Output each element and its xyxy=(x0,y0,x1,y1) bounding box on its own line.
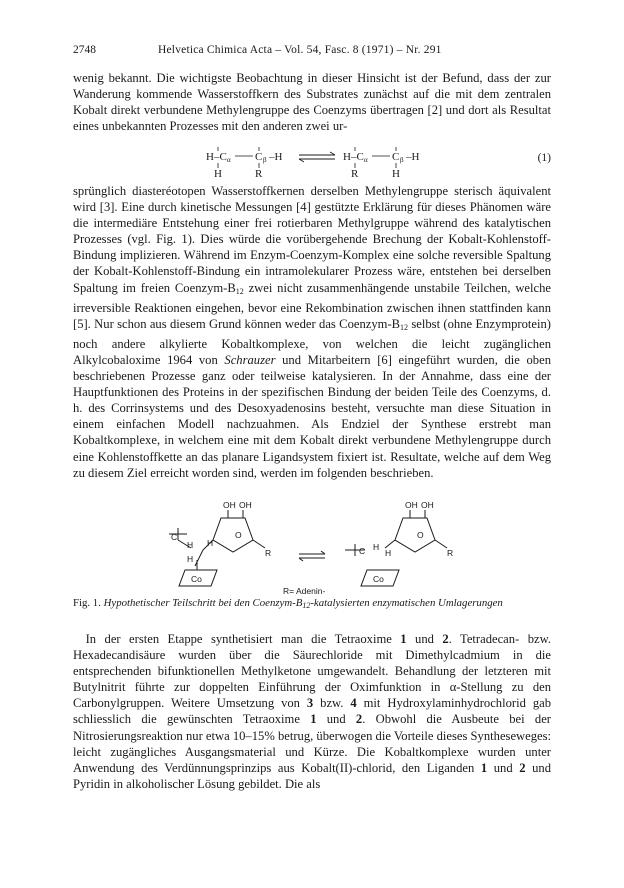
compound-2b: 2 xyxy=(355,712,363,727)
figure-caption xyxy=(73,596,551,613)
p2-text-b: zwei nicht zusammenhängende unstabile Teilchen, welche irreversible Reaktionen eingehen, bevor eine Rekombination zwischen ihnen stattfinden kann [5]. Nur schon aus diesem Grund können weder das Coenzym-B xyxy=(73,280,551,331)
caption-text-b: -katalysierten enzymatischen Umlagerungen xyxy=(310,597,503,609)
eq-right-h2: –H xyxy=(406,151,420,163)
p3-text-c: mit Hydroxylaminhydrochlorid gab schliesslich die gewünschten Tetraoxime xyxy=(73,696,552,727)
caption-sub-12: 12 xyxy=(302,601,311,610)
compound-2: 2 xyxy=(442,632,449,646)
journal-title: Helvetica Chimica Acta – Vol. 54, Fasc. 8 (1971) – Nr. 291 xyxy=(158,44,442,56)
p2-text-a: sprünglich diasteréotopen Wasserstoffkernen derselben Methylengruppe sterisch äquivalent wird [3]. Eine durch kinetische Messungen [4] gestützte Erklärung für dieses Phänomen wäre die intermediäre Entstehung einer frei rotierbaren Methylgruppe während des katalytischen Prozesses (vgl. Fig. 1). Dies würde die vorübergehende Brechung der Kobalt-Kohlenstoff-Bindung implizieren. Während im Enzym-Coenzym-Komplex eine solche reversible Spaltung der Kobalt-Kohlenstoff-Bindung ein intramolekularer Prozess wäre, entstehen bei derselben Spaltung im freien Coenzym-B xyxy=(73,184,551,295)
fig-right-c: C xyxy=(359,546,366,556)
eq-right-c2: C xyxy=(392,151,400,163)
compound-1b: 1 xyxy=(310,712,317,727)
author-schrauzer: Schrauzer xyxy=(224,352,276,367)
fig-left-h2: H xyxy=(207,538,214,548)
fig-left-oh-2: OH xyxy=(239,500,252,510)
p2-text-d: und Mitarbeitern [6] eingeführt wurden, die oben beschriebenen Prozesse ganz oder teilweise katalysieren. In der Annahme, dass eine der Hauptfunktionen des Proteins in der spezifischen Bindung der beiden Teile des Coenzyms, d. h. des Corrinsystems und des Desoxyadenosins besteht, versuchte man diese Situation in einem einfachen Modell nachzuahmen. Als Endziel der Synthese erstrebt man Kobaltkomplexe, in welchem eine mit dem Kobalt direkt verbundene Methylengruppe durch eine Kohlenstoffkette an das planare Ligandsystem fixiert ist. Resultate, welche auf dem Weg zu diesem Ziel erreicht worden sind, werden im folgenden beschrieben. xyxy=(73,352,551,480)
fig-right-co: Co xyxy=(373,574,384,584)
fig-right-h1: H xyxy=(373,542,380,552)
p2-sub-12a: 12 xyxy=(235,286,244,296)
running-header xyxy=(73,44,551,60)
paragraph-3 xyxy=(73,631,551,792)
fig-right-oh-2: OH xyxy=(421,500,434,510)
figure-1 xyxy=(73,498,551,596)
eq-right-h: H–C xyxy=(343,151,364,163)
compound-3: 3 xyxy=(306,696,314,711)
fig-left-r: R xyxy=(265,548,272,558)
eq-alpha-left: α xyxy=(227,156,231,164)
compound-4: 4 xyxy=(350,696,357,711)
paragraph-1: wenig bekannt. Die wichtigste Beobachtung in dieser Hinsicht ist der Befund, dass der zur Wanderung kommende Wasserstoffkern des Substrates zunächst auf die mit dem zentralen Kobalt direkt verbundene Methylengruppe des Coenzyms übertragen [2] und dort als Resultat eines unbekannten Prozesses mit den anderen zwei ur- xyxy=(73,71,551,134)
equation-1 xyxy=(73,144,551,180)
equation-svg xyxy=(73,144,551,180)
eq-left-h2: –H xyxy=(269,151,283,163)
fig-left-co: Co xyxy=(191,574,202,584)
eq-alpha-right: α xyxy=(364,156,368,164)
p3-and-1: und xyxy=(406,632,443,646)
page-number: 2748 xyxy=(73,44,96,56)
caption-text-a: Hypothetischer Teilschritt bei den Coenzym-B xyxy=(103,597,303,609)
p2-sub-12b: 12 xyxy=(400,322,409,332)
fig-left-c: C xyxy=(171,532,178,542)
fig-left-h3: H xyxy=(187,554,194,564)
fig-left-h1: H xyxy=(187,540,194,550)
fig-right-r: R xyxy=(447,548,454,558)
eq-left-h: H–C xyxy=(206,151,227,163)
p3-and-2: und xyxy=(316,712,356,727)
fig-right-oh-1: OH xyxy=(405,500,418,510)
paragraph-2 xyxy=(73,183,551,481)
caption-label: Fig. 1. xyxy=(73,597,101,609)
fig-right-o: O xyxy=(417,530,424,540)
p3-and-3: und xyxy=(487,760,520,775)
eq-left-c2: C xyxy=(255,151,263,163)
fig-legend: R= Adenin- xyxy=(283,586,326,596)
eq-right-bottom-2: H xyxy=(392,168,400,180)
eq-right-bottom-1: R xyxy=(351,168,359,180)
eq-beta-left: β xyxy=(263,156,267,164)
compound-2c: 2 xyxy=(519,760,526,775)
p3-text-d: . Obwohl die Ausbeute bei der Nitrosierungsreaktion nur etwa 10–15% betrug, überwogen die Vorteile dieses Syntheseweges: leicht zugängliches Ausgangsmaterial und Kürze. Die Kobaltkomplexe wurden unter Anwendung des Verdünnungsprinzips aus Kobalt(II)-chlorid, den Liganden xyxy=(73,712,551,775)
p3-text-a: In der ersten Etappe synthetisiert man die Tetraoxime xyxy=(85,632,401,646)
compound-1c: 1 xyxy=(480,760,488,775)
compound-1: 1 xyxy=(400,632,407,646)
fig-left-oh-1: OH xyxy=(223,500,236,510)
eq-left-bottom-1: H xyxy=(214,168,222,180)
eq-beta-right: β xyxy=(400,156,404,164)
fig-left-o: O xyxy=(235,530,242,540)
p3-text-b: . Tetradecan- bzw. Hexadecandisäure wurden über die Säurechloride mit Dimethylcadmium in die entsprechenden bifunktionellen Methylketone umgewandelt. Behandlung der letzteren mit Butylnitrit führte zur doppelten Einführung der Oximfunktion in α-Stellung zu den Carbonylgruppen. Weitere Umsetzung von xyxy=(73,632,552,711)
fig-right-h2: H xyxy=(385,548,392,558)
equation-number: (1) xyxy=(537,152,551,164)
figure-1-drawing xyxy=(73,498,551,596)
eq-left-bottom-2: R xyxy=(255,168,263,180)
p3-bzw: bzw. xyxy=(313,696,351,711)
p3-text-e: und Pyridin in alkoholischer Lösung gebildet. Die als xyxy=(73,760,551,791)
p2-text-c: selbst (ohne Enzymprotein) noch andere alkylierte Kobaltkomplexe, von welchen die leicht zugänglichen Alkylcobaloxime 1964 von xyxy=(73,316,551,367)
